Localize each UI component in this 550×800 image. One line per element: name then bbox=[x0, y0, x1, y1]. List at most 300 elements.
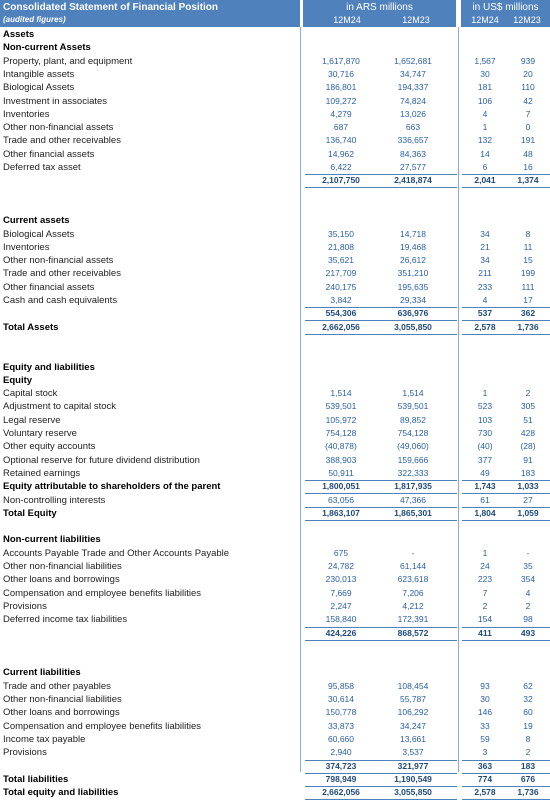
ars-12m23-value: 55,787 bbox=[400, 694, 426, 704]
ars-year-12m23: 12M23 bbox=[402, 15, 430, 25]
ars-12m24-value: 388,903 bbox=[325, 454, 357, 465]
ars-12m24-value: 35,150 bbox=[328, 228, 354, 239]
statement-title: Consolidated Statement of Financial Position bbox=[3, 2, 219, 13]
ars-12m24-value: 1,617,870 bbox=[322, 55, 360, 66]
usd-12m24-value: 33 bbox=[480, 720, 490, 731]
usd-12m23-value: 428 bbox=[520, 428, 536, 438]
table-row bbox=[0, 148, 550, 161]
usd-12m24-value: 21 bbox=[480, 241, 490, 252]
ars-12m24-value: 2,662,056 bbox=[322, 787, 360, 798]
ars-12m24-value: 136,740 bbox=[325, 135, 357, 146]
table-row bbox=[0, 547, 550, 560]
usd-12m24-value: 4 bbox=[482, 108, 488, 119]
row-label: Biological Assets bbox=[3, 82, 75, 94]
usd-12m23-value: 110 bbox=[521, 82, 535, 93]
ars-12m24-value: 2,247 bbox=[330, 600, 352, 611]
spacer-row bbox=[0, 334, 550, 347]
spacer-row bbox=[0, 347, 550, 360]
usd-12m24-value: 363 bbox=[477, 760, 493, 771]
usd-12m24-value: 59 bbox=[480, 733, 490, 744]
ars-12m24-value: 798,949 bbox=[325, 773, 357, 784]
row-label: Inventories bbox=[3, 241, 50, 253]
subtotal-line bbox=[462, 760, 550, 761]
table-row bbox=[0, 81, 550, 94]
table-row bbox=[0, 414, 550, 427]
row-label: Optional reserve for future dividend distribution bbox=[3, 454, 200, 466]
subtotal-line bbox=[462, 627, 550, 628]
usd-12m23-value: 42 bbox=[523, 95, 533, 106]
row-label: Equity bbox=[3, 374, 33, 386]
ars-12m23-value: 29,334 bbox=[400, 295, 426, 305]
ars-12m23-value: 623,618 bbox=[397, 574, 429, 585]
table-row bbox=[0, 387, 550, 400]
usd-12m24-value: 2 bbox=[482, 600, 488, 611]
table-row bbox=[0, 786, 550, 799]
ars-12m24-value: 24,782 bbox=[328, 561, 354, 571]
ars-12m24-value: 30,716 bbox=[328, 68, 354, 79]
ars-12m23-value: 321,977 bbox=[397, 760, 429, 771]
ars-12m24-value: 424,226 bbox=[325, 627, 357, 638]
usd-12m23-value: 8 bbox=[525, 228, 531, 239]
ars-12m23-value: 4,212 bbox=[402, 600, 424, 611]
ars-12m23-value: 26,612 bbox=[400, 255, 426, 266]
usd-12m23-value: 17 bbox=[523, 295, 533, 305]
table-row bbox=[0, 507, 550, 520]
usd-12m24-value: 106 bbox=[477, 95, 493, 106]
ars-12m23-value: 159,666 bbox=[397, 454, 429, 465]
table-row bbox=[0, 254, 550, 267]
table-row bbox=[0, 773, 550, 786]
usd-12m24-value: 2,578 bbox=[474, 787, 496, 798]
ars-12m23-value: 868,572 bbox=[397, 627, 429, 638]
usd-12m23-value: 2 bbox=[525, 747, 531, 758]
ars-12m23-value: 1,817,935 bbox=[394, 481, 432, 492]
row-label: Other loans and borrowings bbox=[3, 707, 120, 719]
usd-12m23-value: 27 bbox=[523, 494, 533, 505]
statement-title-header bbox=[0, 0, 300, 27]
usd-12m23-value: 362 bbox=[520, 308, 536, 319]
ars-12m23-value: 351,210 bbox=[397, 268, 429, 279]
usd-12m24-value: 1,804 bbox=[474, 507, 496, 518]
usd-12m24-value: 1 bbox=[482, 388, 488, 399]
usd-12m23-value: 1,033 bbox=[517, 481, 539, 492]
ars-12m23-value: 172,391 bbox=[397, 614, 429, 625]
usd-12m24-value: 223 bbox=[477, 574, 493, 585]
ars-12m23-value: 2,418,874 bbox=[394, 175, 432, 186]
ars-12m24-value: (40,878) bbox=[325, 441, 357, 452]
row-label: Inventories bbox=[3, 108, 50, 120]
ars-12m24-value: 105,972 bbox=[325, 414, 357, 425]
usd-12m24-value: 132 bbox=[477, 135, 493, 146]
ars-12m23-value: 1,190,549 bbox=[394, 773, 432, 784]
table-row bbox=[0, 720, 550, 733]
usd-12m24-value: 103 bbox=[477, 414, 493, 425]
table-row bbox=[0, 281, 550, 294]
table-row bbox=[0, 361, 550, 374]
usd-year-12m24: 12M24 bbox=[471, 15, 499, 25]
usd-12m24-value: 2,578 bbox=[474, 321, 496, 332]
ars-12m24-value: 50,911 bbox=[328, 467, 354, 478]
row-label: Other equity accounts bbox=[3, 441, 96, 453]
usd-year-12m23: 12M23 bbox=[513, 15, 541, 25]
table-row bbox=[0, 28, 550, 41]
usd-12m24-value: 30 bbox=[480, 68, 490, 79]
usd-12m23-value: 305 bbox=[520, 401, 536, 412]
ars-12m23-value: 84,363 bbox=[400, 148, 426, 159]
row-label: Income tax payable bbox=[3, 733, 86, 745]
row-label: Trade and other receivables bbox=[3, 135, 121, 147]
ars-12m24-value: 554,306 bbox=[325, 308, 357, 319]
usd-12m23-value: 1,736 bbox=[517, 321, 539, 332]
ars-12m24-value: 109,272 bbox=[325, 95, 357, 106]
usd-12m24-value: 61 bbox=[480, 494, 490, 505]
usd-12m23-value: 183 bbox=[520, 467, 536, 478]
row-label: Deferred income tax liabilities bbox=[3, 614, 128, 626]
row-label: Deferred tax asset bbox=[3, 162, 81, 173]
usd-12m24-value: 154 bbox=[477, 614, 493, 625]
ars-12m23-value: 1,514 bbox=[402, 388, 424, 399]
usd-12m23-value: 60 bbox=[523, 707, 533, 718]
usd-12m24-value: 93 bbox=[480, 680, 490, 691]
row-label: Other non-financial liabilities bbox=[3, 561, 122, 572]
usd-12m24-value: 730 bbox=[477, 428, 493, 438]
ars-12m23-value: 14,718 bbox=[400, 228, 426, 239]
ars-12m23-value: 1,865,301 bbox=[394, 507, 432, 518]
usd-12m23-value: 62 bbox=[523, 680, 533, 691]
table-row bbox=[0, 693, 550, 706]
ars-12m24-value: 374,723 bbox=[325, 760, 357, 771]
ars-12m24-value: 4,279 bbox=[330, 108, 352, 119]
ars-12m23-value: 13,661 bbox=[400, 733, 426, 744]
usd-12m23-value: 16 bbox=[523, 162, 533, 172]
usd-12m23-value: 2 bbox=[525, 388, 531, 399]
row-label: Biological Assets bbox=[3, 228, 75, 240]
usd-12m23-value: 7 bbox=[525, 108, 531, 119]
usd-12m23-value: 8 bbox=[525, 733, 531, 744]
usd-12m23-value: 0 bbox=[525, 122, 531, 133]
usd-12m24-value: 233 bbox=[477, 281, 493, 292]
ars-12m23-value: 194,337 bbox=[397, 82, 429, 93]
subtotal-line bbox=[462, 307, 550, 308]
table-row bbox=[0, 587, 550, 600]
ars-12m23-value: 61,144 bbox=[400, 561, 426, 571]
usd-12m24-value: 1,743 bbox=[474, 481, 496, 492]
ars-12m24-value: 7,669 bbox=[330, 587, 352, 598]
ars-12m23-value: 19,468 bbox=[400, 241, 426, 252]
ars-12m24-value: 6,422 bbox=[330, 162, 352, 172]
ars-12m23-value: 1,652,681 bbox=[394, 55, 432, 66]
ars-12m23-value: 13,026 bbox=[400, 108, 426, 119]
ars-12m23-value: 47,366 bbox=[400, 494, 426, 505]
table-row bbox=[0, 41, 550, 54]
table-row bbox=[0, 600, 550, 613]
usd-12m24-value: 537 bbox=[477, 308, 493, 319]
table-row bbox=[0, 241, 550, 254]
ars-12m24-value: 63,056 bbox=[328, 494, 354, 505]
ars-12m23-value: 636,976 bbox=[397, 308, 429, 319]
ars-12m23-value: 27,577 bbox=[400, 162, 426, 172]
spacer-row bbox=[0, 201, 550, 214]
ars-12m23-value: 89,852 bbox=[400, 414, 426, 425]
ars-12m23-value: (49,060) bbox=[397, 441, 429, 452]
ars-12m24-value: 35,621 bbox=[328, 255, 354, 266]
ars-12m23-value: 108,454 bbox=[397, 680, 429, 691]
table-row bbox=[0, 228, 550, 241]
usd-12m23-value: 51 bbox=[523, 414, 533, 425]
subtotal-line bbox=[305, 627, 457, 628]
usd-12m23-value: (28) bbox=[520, 441, 536, 452]
table-row bbox=[0, 161, 550, 174]
ars-12m23-value: 539,501 bbox=[397, 401, 429, 412]
usd-12m24-value: 6 bbox=[482, 162, 488, 172]
usd-12m23-value: 19 bbox=[523, 720, 533, 731]
table-row bbox=[0, 400, 550, 413]
table-row bbox=[0, 494, 550, 507]
row-label: Other financial assets bbox=[3, 148, 95, 160]
spacer-row bbox=[0, 640, 550, 653]
ars-12m24-value: 1,514 bbox=[330, 388, 352, 399]
ars-12m23-value: 106,292 bbox=[397, 707, 429, 718]
usd-12m23-value: 191 bbox=[520, 135, 536, 146]
table-row bbox=[0, 95, 550, 108]
usd-12m24-value: 34 bbox=[480, 255, 490, 266]
row-label: Property, plant, and equipment bbox=[3, 55, 133, 67]
ars-12m24-value: 95,858 bbox=[328, 680, 354, 691]
usd-12m23-value: 91 bbox=[523, 454, 533, 465]
ars-12m23-value: 3,537 bbox=[402, 747, 424, 758]
ars-12m23-value: 34,747 bbox=[400, 68, 426, 79]
usd-12m23-value: 32 bbox=[523, 694, 533, 704]
ars-12m24-value: 60,660 bbox=[328, 733, 354, 744]
row-label: Current liabilities bbox=[3, 667, 81, 679]
usd-currency-label: in US$ millions bbox=[472, 2, 539, 13]
ars-12m24-value: 539,501 bbox=[325, 401, 357, 412]
usd-12m24-value: 1,567 bbox=[474, 55, 496, 66]
table-row bbox=[0, 480, 550, 493]
subtotal-line bbox=[462, 174, 550, 175]
ars-12m23-value: - bbox=[411, 547, 415, 558]
row-label: Current assets bbox=[3, 215, 70, 227]
row-label: Retained earnings bbox=[3, 467, 81, 479]
ars-12m23-value: 336,657 bbox=[397, 135, 429, 146]
ars-12m23-value: 3,055,850 bbox=[394, 321, 432, 332]
row-label: Investment in associates bbox=[3, 95, 108, 107]
row-label: Total equity and liabilities bbox=[3, 787, 119, 799]
ars-12m24-value: 30,614 bbox=[328, 694, 354, 704]
ars-12m24-value: 158,840 bbox=[325, 614, 357, 625]
row-label: Cash and cash equivalents bbox=[3, 295, 118, 306]
table-row bbox=[0, 214, 550, 227]
subtotal-line bbox=[305, 174, 457, 175]
ars-currency-label: in ARS millions bbox=[346, 2, 413, 13]
row-label: Provisions bbox=[3, 600, 47, 612]
ars-12m24-value: 150,778 bbox=[325, 707, 357, 718]
ars-year-12m24: 12M24 bbox=[333, 15, 361, 25]
usd-12m24-value: 30 bbox=[480, 694, 490, 704]
table-row bbox=[0, 533, 550, 546]
statement-subtitle: (audited figures) bbox=[3, 15, 66, 24]
usd-12m24-value: 4 bbox=[482, 295, 488, 305]
usd-12m24-value: 1 bbox=[482, 547, 488, 558]
usd-12m24-value: 1 bbox=[482, 122, 488, 133]
ars-12m24-value: 33,873 bbox=[328, 720, 354, 731]
spacer-row bbox=[0, 188, 550, 201]
row-label: Other financial assets bbox=[3, 281, 95, 293]
usd-12m23-value: 1,374 bbox=[517, 175, 539, 186]
usd-12m24-value: 14 bbox=[480, 148, 490, 159]
row-label: Non-current liabilities bbox=[3, 534, 101, 546]
subtotal-row bbox=[0, 307, 550, 320]
usd-12m23-value: 354 bbox=[520, 574, 536, 585]
usd-12m24-value: (40) bbox=[477, 441, 493, 452]
table-row bbox=[0, 613, 550, 626]
ars-12m24-value: 2,940 bbox=[330, 747, 352, 758]
subtotal-row bbox=[0, 174, 550, 187]
table-row bbox=[0, 267, 550, 280]
subtotal-line bbox=[305, 307, 457, 308]
usd-12m23-value: 4 bbox=[525, 587, 531, 598]
usd-12m23-value: 676 bbox=[520, 773, 536, 784]
usd-12m24-value: 146 bbox=[477, 707, 493, 718]
usd-column-header bbox=[461, 0, 550, 27]
row-label: Other non-financial assets bbox=[3, 255, 114, 267]
usd-12m23-value: 199 bbox=[520, 268, 536, 279]
ars-12m23-value: 754,128 bbox=[397, 428, 429, 438]
row-label: Trade and other payables bbox=[3, 680, 111, 692]
usd-12m23-value: 1,736 bbox=[517, 787, 539, 798]
table-row bbox=[0, 108, 550, 121]
table-row bbox=[0, 440, 550, 453]
spacer-row bbox=[0, 653, 550, 666]
ars-12m23-value: 3,055,850 bbox=[394, 787, 432, 798]
row-label: Assets bbox=[3, 29, 35, 40]
usd-12m24-value: 34 bbox=[480, 228, 490, 239]
ars-12m24-value: 2,107,750 bbox=[322, 175, 360, 186]
ars-12m24-value: 186,801 bbox=[325, 82, 357, 93]
usd-12m23-value: 183 bbox=[520, 760, 536, 771]
usd-12m24-value: 181 bbox=[477, 82, 493, 93]
usd-12m23-value: 111 bbox=[521, 281, 535, 292]
row-label: Trade and other receivables bbox=[3, 268, 121, 280]
ars-12m23-value: 7,206 bbox=[402, 587, 424, 598]
ars-12m24-value: 675 bbox=[333, 547, 349, 558]
ars-12m24-value: 687 bbox=[333, 122, 349, 133]
usd-12m23-value: 11 bbox=[523, 241, 533, 252]
table-row bbox=[0, 374, 550, 387]
usd-12m23-value: 939 bbox=[520, 55, 536, 66]
row-label: Non-controlling interests bbox=[3, 494, 106, 506]
row-label: Other non-financial liabilities bbox=[3, 694, 122, 705]
usd-12m23-value: 1,059 bbox=[517, 507, 539, 518]
ars-12m23-value: 34,247 bbox=[400, 720, 426, 731]
row-label: Legal reserve bbox=[3, 414, 61, 426]
usd-12m24-value: 2,041 bbox=[474, 175, 496, 186]
usd-12m23-value: 98 bbox=[523, 614, 533, 625]
row-label: Capital stock bbox=[3, 388, 58, 400]
row-label: Intangible assets bbox=[3, 68, 75, 80]
row-label: Equity attributable to shareholders of the parent bbox=[3, 481, 221, 493]
table-row bbox=[0, 746, 550, 759]
row-label: Accounts Payable Trade and Other Accounts Payable bbox=[3, 547, 230, 559]
row-label: Compensation and employee benefits liabilities bbox=[3, 720, 202, 732]
usd-12m24-value: 523 bbox=[477, 401, 493, 412]
row-label: Provisions bbox=[3, 747, 47, 759]
table-row bbox=[0, 134, 550, 147]
spacer-row bbox=[0, 520, 550, 533]
subtotal-row bbox=[0, 760, 550, 773]
subtotal-line bbox=[462, 480, 550, 481]
table-row bbox=[0, 666, 550, 679]
row-label: Other loans and borrowings bbox=[3, 574, 120, 586]
usd-12m24-value: 49 bbox=[480, 467, 490, 478]
ars-12m23-value: 74,824 bbox=[400, 95, 426, 106]
ars-12m24-value: 240,175 bbox=[325, 281, 357, 292]
table-row bbox=[0, 680, 550, 693]
ars-12m24-value: 14,962 bbox=[328, 148, 354, 159]
ars-12m24-value: 230,013 bbox=[325, 574, 357, 585]
row-label: Total liabilities bbox=[3, 773, 69, 785]
table-row bbox=[0, 55, 550, 68]
row-label: Non-current Assets bbox=[3, 42, 91, 54]
usd-12m23-value: 20 bbox=[523, 68, 533, 79]
subtotal-row bbox=[0, 627, 550, 640]
table-row bbox=[0, 294, 550, 307]
table-row bbox=[0, 467, 550, 480]
table-row bbox=[0, 454, 550, 467]
row-label: Compensation and employee benefits liabilities bbox=[3, 587, 202, 599]
ars-12m23-value: 322,333 bbox=[397, 467, 429, 478]
subtotal-line bbox=[305, 760, 457, 761]
subtotal-line bbox=[462, 507, 550, 508]
ars-column-header bbox=[303, 0, 456, 27]
usd-12m24-value: 211 bbox=[478, 268, 492, 279]
usd-12m24-value: 24 bbox=[480, 561, 490, 571]
ars-12m24-value: 217,709 bbox=[325, 268, 357, 279]
row-label: Adjustment to capital stock bbox=[3, 401, 116, 413]
ars-12m24-value: 1,800,051 bbox=[322, 481, 360, 492]
table-row bbox=[0, 560, 550, 573]
subtotal-line bbox=[305, 507, 457, 508]
ars-12m24-value: 21,808 bbox=[328, 241, 354, 252]
table-row bbox=[0, 706, 550, 719]
usd-12m23-value: 15 bbox=[523, 255, 533, 266]
table-row bbox=[0, 573, 550, 586]
usd-12m24-value: 411 bbox=[478, 627, 492, 638]
ars-12m24-value: 1,863,107 bbox=[322, 507, 360, 518]
usd-12m23-value: 493 bbox=[520, 627, 536, 638]
usd-12m24-value: 377 bbox=[477, 454, 493, 465]
table-row bbox=[0, 427, 550, 440]
row-label: Total Equity bbox=[3, 507, 57, 519]
usd-12m23-value: - bbox=[526, 547, 530, 558]
row-label: Total Assets bbox=[3, 321, 59, 333]
row-label: Equity and liabilities bbox=[3, 361, 95, 373]
table-row bbox=[0, 68, 550, 81]
usd-12m24-value: 3 bbox=[482, 747, 488, 758]
usd-12m24-value: 7 bbox=[482, 587, 488, 598]
row-label: Other non-financial assets bbox=[3, 122, 114, 134]
ars-12m23-value: 663 bbox=[405, 122, 421, 133]
row-label: Voluntary reserve bbox=[3, 428, 77, 439]
ars-12m23-value: 195,635 bbox=[397, 281, 429, 292]
table-row bbox=[0, 733, 550, 746]
table-row bbox=[0, 321, 550, 334]
table-row bbox=[0, 121, 550, 134]
ars-12m24-value: 3,842 bbox=[330, 295, 352, 305]
ars-12m24-value: 754,128 bbox=[325, 428, 357, 438]
usd-12m24-value: 774 bbox=[477, 773, 493, 784]
ars-12m24-value: 2,662,056 bbox=[322, 321, 360, 332]
